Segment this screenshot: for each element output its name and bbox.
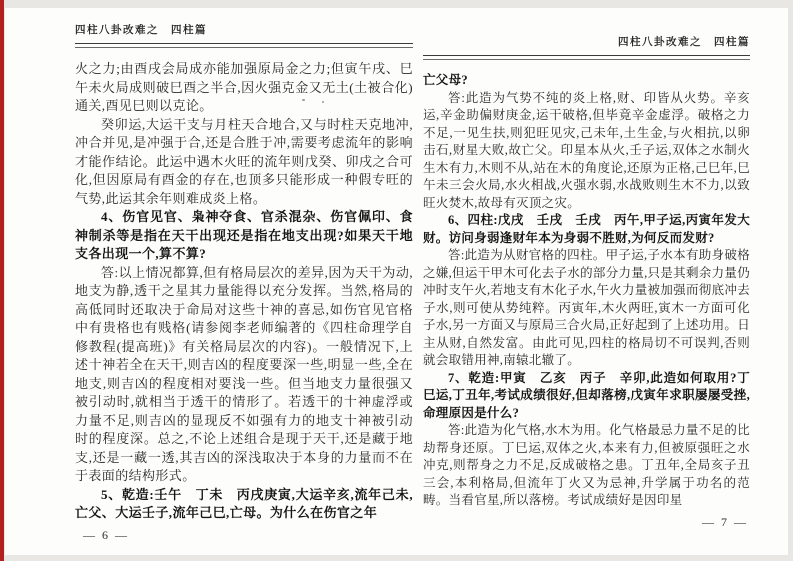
paragraph-continuation: 火之力;由酉戌会局成亦能加强原局金之力;但寅午戌、巳午未火局成则破巳酉之半合,因火强克金又无土(土被合化)通关,酉见巳则以克论。 <box>75 61 413 113</box>
right-header-rule <box>423 55 750 60</box>
scan-edge-artifact <box>0 0 4 561</box>
right-page <box>423 36 750 530</box>
paragraph-answer-3: 癸卯运,大运干支与月柱天合地合,又与时柱天克地冲,冲合并见,是冲强于合,还是合胜于冲,需要考虑流年的影响才能作结论。此运中遇木火旺的流年则戊癸、卯戌之合可化,但因原局有酉金的存在,也顶多只能形成一种假专旺的气势,此运其余年则难成炎上格。 <box>75 116 413 206</box>
left-page-body <box>75 60 413 523</box>
question-4: 4、伤官见官、枭神夺食、官杀混杂、伤官佩印、食神制杀等是指在天干出现还是指在地支出现?如果天干地支各出现一个,算不算? <box>75 209 413 261</box>
answer-5: 答:此造为气势不纯的炎上格,财、印皆从火势。辛亥运,辛金助偏财庚金,运干破格,但毕竟辛金虚浮。破格之力不足,一见生扶,则犯旺见灾,己未年,土生金,与火相抗,以卵击石,财星大败,故亡父。印星本从火,壬子运,双体之水制火生木有力,木则不从,站在木的角度论,还原为正格,己巳年,巳午未三会火局,水火相战,火强水弱,水战败则生木不力,以致旺火焚木,故母有灭顶之灾。 <box>423 90 750 210</box>
question-5: 5、乾造:壬午 丁未 丙戌庚寅,大运辛亥,流年己未,亡父、大运壬子,流年己巳,亡母。为什么在伤官之年 <box>75 486 413 520</box>
right-page-number: — 7 — <box>702 514 748 529</box>
right-running-header: 四柱八卦改难之 四柱篇 <box>618 37 750 48</box>
answer-6: 答:此造为从财官格的四柱。甲子运,子水本有助身破格之嫌,但运干甲木可化去子水的部分力量,只是其剩余力量仍冲时支午火,若地支有木化子水,午火力量被加强而彻底冲去子水,则可使从势纯粹。丙寅年,木火两旺,寅木一方面可化子水,另一方面又与原局三合火局,正好起到了上述功用。日主从财,自然发富。由此可见,四柱的格局切不可误判,否则就会取错用神,南辕北辙了。 <box>423 248 750 367</box>
answer-7-partial: 答:此造为化气格,水木为用。化气格最忌力量不足的比劫帮身还原。丁巳运,双体之火,本来有力,但被原强旺之水冲克,则帮身之力不足,反成破格之患。丁丑年,全局亥子丑三会,本利格局,但流年丁火又为忌神,升学属于功名的范畴。当看官星,所以落榜。考试成绩好是因印星 <box>423 423 750 507</box>
scan-speck <box>322 101 324 103</box>
answer-4: 答:以上情况都算,但有格局层次的差异,因为天干为动,地支为静,透干之星其力量能得以充分发挥。当然,格局的高低同时还取决于命局对这些十神的喜忌,如伤官见官格中有贵格也有贱格(请参阅李老师编著的《四柱命理学自修教程(提高班)》有关格局层次的内容)。一般情况下,上述十神若全在天干,则吉凶的程度要深一些,明显一些,全在地支,则吉凶的程度相对要浅一些。但当地支力量很强又被引动时,就相当于透干的情形了。若透干的十神虚浮或力量不足,则吉凶的显现反不如强有力的地支十神被引动时的程度深。总之,不论上述组合是现于天干,还是藏于地支,还是一藏一透,其吉凶的深浅取决于本身的力量而不在于表面的结构形式。 <box>75 264 413 483</box>
question-6: 6、四柱:戊戌 壬戌 壬戌 丙午,甲子运,丙寅年发大财。访问身弱逢财年本为身弱不胜财,为何反而发财? <box>423 213 750 245</box>
left-header-rule <box>75 43 413 48</box>
left-page-number: — 6 — <box>83 527 129 542</box>
left-running-header: 四柱八卦改难之 四柱篇 <box>75 25 207 36</box>
question-5-continuation: 亡父母? <box>423 73 468 87</box>
question-7: 7、乾造:甲寅 乙亥 丙子 辛卯,此造如何取用?丁巳运,丁丑年,考试成绩很好,但却落榜,戊寅年求职屡屡受挫,命理原因是什么? <box>423 370 750 420</box>
right-page-body <box>423 72 750 510</box>
left-page <box>75 24 413 543</box>
scan-speck <box>302 99 305 101</box>
